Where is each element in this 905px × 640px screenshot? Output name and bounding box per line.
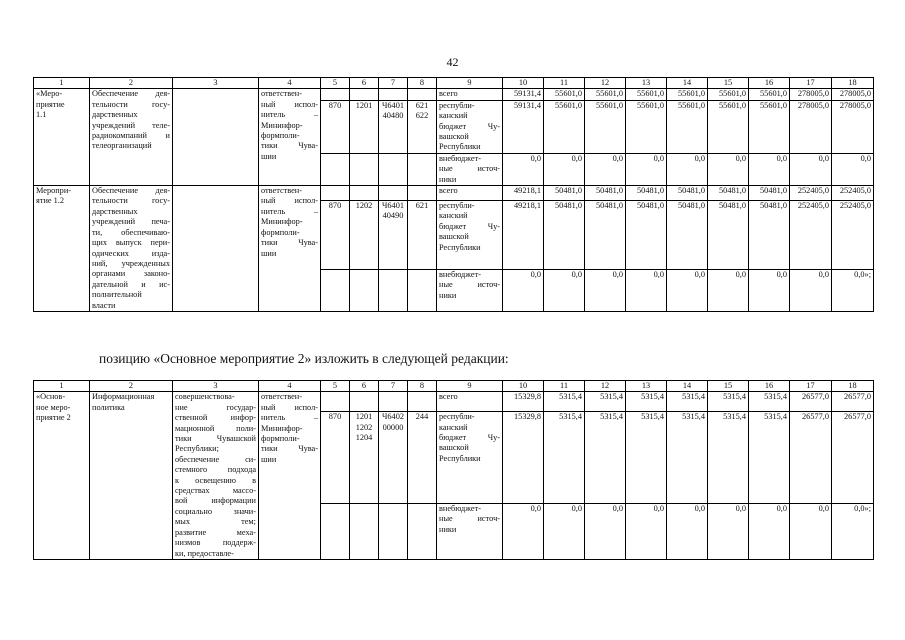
cell-line: республи- <box>439 412 475 422</box>
amount-cell: 5315,4 <box>708 392 749 412</box>
amount-cell: 0,0 <box>790 153 832 185</box>
table-row <box>34 89 874 100</box>
cell-line: тики Чува- <box>261 444 318 454</box>
column-number: 9 <box>437 78 503 89</box>
cell-line: вашской <box>439 132 469 142</box>
funding-source-cell <box>437 269 503 311</box>
amount-cell: 50481,0 <box>749 186 790 201</box>
amount-cell: 50481,0 <box>708 186 749 201</box>
amount-cell: 26577,0 <box>832 412 874 504</box>
cell-line: канский <box>439 211 468 221</box>
budget-code-target <box>379 100 408 153</box>
amount-cell: 55601,0 <box>708 100 749 153</box>
funding-source-cell <box>437 392 503 412</box>
amount-cell: 55601,0 <box>667 89 708 100</box>
cell-line: шии <box>261 151 277 161</box>
event-name-cell <box>90 392 173 560</box>
amount-cell: 0,0 <box>503 153 544 185</box>
budget-code-target <box>379 89 408 100</box>
cell-line: Ч6402 <box>382 412 404 422</box>
amount-cell: 59131,4 <box>503 100 544 153</box>
cell-line: формполи- <box>261 131 300 141</box>
budget-table-2 <box>33 380 874 560</box>
cell-line: шии <box>261 248 277 258</box>
cell-line: Мининфор- <box>261 120 303 130</box>
cell-line: ответствен- <box>261 89 303 99</box>
amount-cell: 5315,4 <box>749 412 790 504</box>
budget-code-target <box>379 504 408 560</box>
column-number: 13 <box>626 381 667 392</box>
amount-cell: 50481,0 <box>626 186 667 201</box>
amount-cell: 5315,4 <box>544 392 585 412</box>
cell-line: бюджет Чу- <box>439 121 500 131</box>
cell-line: 1201 <box>355 100 373 110</box>
amount-cell: 0,0 <box>790 269 832 311</box>
page-number: 42 <box>446 55 459 69</box>
cell-line: 1202 <box>355 422 373 432</box>
cell-line: формполи- <box>261 434 300 444</box>
column-number: 8 <box>408 78 437 89</box>
budget-code-expense <box>408 100 437 153</box>
budget-code-grbs <box>321 392 350 412</box>
cell-line: нитель – <box>261 110 318 120</box>
funding-source-cell <box>437 412 503 504</box>
cell-line: дарственных <box>92 206 138 216</box>
amount-cell: 50481,0 <box>667 200 708 269</box>
budget-code-section <box>350 100 379 153</box>
cell-line: ти, обеспечиваю- <box>92 227 170 237</box>
event-description-cell <box>173 186 259 312</box>
column-number: 7 <box>379 381 408 392</box>
funding-source-cell <box>437 504 503 560</box>
budget-code-grbs <box>321 89 350 100</box>
cell-line: «Основ- <box>36 392 66 402</box>
budget-code-grbs <box>321 186 350 201</box>
event-name-cell <box>90 89 173 186</box>
budget-code-grbs <box>321 200 350 269</box>
cell-line: формполи- <box>261 227 300 237</box>
budget-code-grbs <box>321 153 350 185</box>
column-number: 7 <box>379 78 408 89</box>
cell-line: канский <box>439 111 468 121</box>
cell-line: одических изда- <box>92 248 170 258</box>
amount-cell: 0,0 <box>749 504 790 560</box>
amount-cell: 0,0 <box>585 269 626 311</box>
cell-line: учреждений теле- <box>92 120 170 130</box>
column-number: 16 <box>749 78 790 89</box>
budget-code-section <box>350 412 379 504</box>
amount-cell: 50481,0 <box>708 200 749 269</box>
budget-code-target <box>379 392 408 412</box>
amount-cell: 0,0 <box>667 153 708 185</box>
cell-line: мационной поли- <box>175 423 256 433</box>
cell-line: 1204 <box>355 432 373 442</box>
cell-line: органами законо- <box>92 269 170 279</box>
cell-line: 870 <box>328 412 342 422</box>
cell-line: развитие меха- <box>175 527 256 537</box>
responsible-cell <box>259 89 321 186</box>
event-description-cell <box>173 89 259 186</box>
cell-line: к освещению в <box>175 475 256 485</box>
cell-line: Мининфор- <box>261 217 303 227</box>
cell-line: ники <box>439 524 457 534</box>
column-number-row <box>34 78 874 89</box>
column-number: 3 <box>173 381 259 392</box>
column-number: 9 <box>437 381 503 392</box>
cell-line: ное меро- <box>36 402 71 412</box>
cell-line: дательной и ис- <box>92 279 170 289</box>
event-name-cell <box>90 186 173 312</box>
amount-cell: 15329,8 <box>503 412 544 504</box>
cell-line: внебюджет- <box>439 269 481 279</box>
column-number: 6 <box>350 381 379 392</box>
cell-line: 1201 <box>355 412 373 422</box>
column-number: 8 <box>408 381 437 392</box>
column-number: 11 <box>544 381 585 392</box>
amount-cell: 252405,0 <box>832 200 874 269</box>
cell-line: ние государ- <box>175 402 256 412</box>
cell-line: Ч6401 <box>382 100 404 110</box>
column-number: 17 <box>790 381 832 392</box>
cell-line: телеорганизаций <box>92 141 152 151</box>
cell-line: внебюджет- <box>439 153 481 163</box>
cell-line: всего <box>439 186 458 196</box>
section-heading: позицию «Основное мероприятие 2» изложить в следующей редакции: <box>99 351 509 366</box>
cell-line: ники <box>439 290 457 300</box>
budget-code-expense <box>408 89 437 100</box>
budget-table-1 <box>33 77 874 312</box>
amount-cell: 55601,0 <box>626 89 667 100</box>
column-number: 16 <box>749 381 790 392</box>
budget-code-expense <box>408 392 437 412</box>
cell-line: республи- <box>439 100 475 110</box>
amount-cell: 0,0 <box>667 269 708 311</box>
amount-cell: 50481,0 <box>626 200 667 269</box>
cell-line: средствах массо- <box>175 486 256 496</box>
budget-code-grbs <box>321 412 350 504</box>
cell-line: ный испол- <box>261 99 318 109</box>
amount-cell: 55601,0 <box>749 100 790 153</box>
cell-line: Республики <box>439 142 481 152</box>
cell-line: 870 <box>328 100 342 110</box>
budget-code-section <box>350 200 379 269</box>
budget-code-section <box>350 269 379 311</box>
amount-cell: 49218,1 <box>503 200 544 269</box>
cell-line: республи- <box>439 200 475 210</box>
amount-cell: 0,0 <box>708 269 749 311</box>
amount-cell: 50481,0 <box>585 200 626 269</box>
amount-cell: 55601,0 <box>749 89 790 100</box>
amount-cell: 55601,0 <box>544 100 585 153</box>
cell-line: ный испол- <box>261 196 318 206</box>
cell-line: власти <box>92 300 116 310</box>
budget-code-target <box>379 200 408 269</box>
column-number: 6 <box>350 78 379 89</box>
column-number: 15 <box>708 78 749 89</box>
cell-line: полнительной <box>92 290 142 300</box>
budget-code-target <box>379 269 408 311</box>
cell-line: приятие 2 <box>36 413 71 423</box>
column-number: 13 <box>626 78 667 89</box>
amount-cell: 0,0 <box>832 153 874 185</box>
amount-cell: 55601,0 <box>667 100 708 153</box>
amount-cell: 5315,4 <box>667 392 708 412</box>
cell-line: политика <box>92 402 125 412</box>
amount-cell: 50481,0 <box>749 200 790 269</box>
amount-cell: 5315,4 <box>585 392 626 412</box>
amount-cell: 49218,1 <box>503 186 544 201</box>
funding-source-cell <box>437 153 503 185</box>
cell-line: дарственных <box>92 110 138 120</box>
budget-code-section <box>350 504 379 560</box>
column-number: 1 <box>34 381 90 392</box>
amount-cell: 278005,0 <box>832 100 874 153</box>
responsible-cell <box>259 392 321 560</box>
budget-code-expense <box>408 186 437 201</box>
table-row <box>34 392 874 412</box>
budget-code-grbs <box>321 504 350 560</box>
cell-line: ные источ- <box>439 280 500 290</box>
cell-line: 621 <box>415 100 429 110</box>
cell-line: канский <box>439 422 468 432</box>
column-number-row <box>34 381 874 392</box>
cell-line: тики Чувашской <box>175 434 256 444</box>
cell-line: 870 <box>328 200 342 210</box>
amount-cell: 0,0 <box>585 153 626 185</box>
amount-cell: 55601,0 <box>544 89 585 100</box>
cell-line: Республики; <box>175 444 219 454</box>
cell-line: социально значи- <box>175 506 256 516</box>
column-number: 12 <box>585 381 626 392</box>
amount-cell: 50481,0 <box>667 186 708 201</box>
cell-line: Республики <box>439 453 481 463</box>
column-number: 5 <box>321 78 350 89</box>
column-number: 1 <box>34 78 90 89</box>
column-number: 17 <box>790 78 832 89</box>
amount-cell: 50481,0 <box>585 186 626 201</box>
amount-cell: 26577,0 <box>832 392 874 412</box>
table-row <box>34 186 874 201</box>
amount-cell: 50481,0 <box>544 186 585 201</box>
cell-line: 1202 <box>355 200 373 210</box>
responsible-cell <box>259 186 321 312</box>
column-number: 4 <box>259 78 321 89</box>
event-code-cell <box>34 186 90 312</box>
cell-line: тельности госу- <box>92 196 170 206</box>
amount-cell: 15329,8 <box>503 392 544 412</box>
budget-code-section <box>350 89 379 100</box>
amount-cell: 0,0 <box>790 504 832 560</box>
cell-line: Мининфор- <box>261 423 303 433</box>
cell-line: 40480 <box>382 111 404 121</box>
amount-cell: 5315,4 <box>708 412 749 504</box>
cell-line: бюджет Чу- <box>439 221 500 231</box>
amount-cell: 0,0 <box>708 504 749 560</box>
amount-cell: 5315,4 <box>749 392 790 412</box>
cell-line: Меропри- <box>36 186 72 196</box>
amount-cell: 0,0 <box>503 504 544 560</box>
amount-cell: 0,0 <box>749 153 790 185</box>
budget-code-expense <box>408 269 437 311</box>
cell-line: вашской <box>439 232 469 242</box>
column-number: 14 <box>667 78 708 89</box>
event-code-cell <box>34 392 90 560</box>
amount-cell: 26577,0 <box>790 412 832 504</box>
column-number: 18 <box>832 381 874 392</box>
funding-source-cell <box>437 200 503 269</box>
cell-line: всего <box>439 392 458 402</box>
cell-line: приятие <box>36 99 65 109</box>
budget-code-target <box>379 412 408 504</box>
cell-line: 00000 <box>382 422 404 432</box>
cell-line: ятие 1.2 <box>36 196 65 206</box>
amount-cell: 59131,4 <box>503 89 544 100</box>
cell-line: радиокомпаний и <box>92 131 170 141</box>
amount-cell: 0,0 <box>708 153 749 185</box>
cell-line: Республики <box>439 242 481 252</box>
amount-cell: 0,0 <box>544 269 585 311</box>
column-number: 15 <box>708 381 749 392</box>
event-description-cell <box>173 392 259 560</box>
column-number: 2 <box>90 381 173 392</box>
cell-line: ный испол- <box>261 402 318 412</box>
budget-code-expense <box>408 200 437 269</box>
amount-cell: 278005,0 <box>790 89 832 100</box>
budget-code-section <box>350 186 379 201</box>
amount-cell: 0,0 <box>626 153 667 185</box>
amount-cell: 278005,0 <box>832 89 874 100</box>
amount-cell: 0,0 <box>544 153 585 185</box>
cell-line: нитель – <box>261 206 318 216</box>
cell-line: 621 <box>415 200 429 210</box>
cell-line: ответствен- <box>261 186 303 196</box>
amount-cell: 0,0 <box>667 504 708 560</box>
column-number: 2 <box>90 78 173 89</box>
cell-line: 622 <box>415 111 429 121</box>
cell-line: 1.1 <box>36 110 47 120</box>
cell-line: нитель – <box>261 413 318 423</box>
cell-line: 40490 <box>382 211 404 221</box>
amount-cell: 55601,0 <box>626 100 667 153</box>
amount-cell: 55601,0 <box>585 100 626 153</box>
cell-line: вашской <box>439 443 469 453</box>
cell-line: ственной инфор- <box>175 413 256 423</box>
amount-cell: 0,0 <box>626 504 667 560</box>
cell-line: Ч6401 <box>382 200 404 210</box>
amount-cell: 252405,0 <box>790 200 832 269</box>
column-number: 3 <box>173 78 259 89</box>
amount-cell: 5315,4 <box>626 412 667 504</box>
cell-line: внебюджет- <box>439 504 481 514</box>
budget-code-expense <box>408 153 437 185</box>
budget-code-expense <box>408 412 437 504</box>
cell-line: Обеспечение дея- <box>92 89 170 99</box>
amount-cell: 26577,0 <box>790 392 832 412</box>
cell-line: стемного подхода <box>175 465 256 475</box>
column-number: 4 <box>259 381 321 392</box>
amount-cell: 252405,0 <box>832 186 874 201</box>
cell-line: Информационная <box>92 392 155 402</box>
cell-line: ные источ- <box>439 514 500 524</box>
column-number: 18 <box>832 78 874 89</box>
budget-code-section <box>350 153 379 185</box>
budget-code-target <box>379 186 408 201</box>
cell-line: ки, предоставле- <box>175 548 234 558</box>
cell-line: «Меро- <box>36 89 63 99</box>
amount-cell: 5315,4 <box>585 412 626 504</box>
budget-code-section <box>350 392 379 412</box>
amount-cell: 0,0»; <box>832 269 874 311</box>
cell-line: шии <box>261 454 277 464</box>
cell-line: ответствен- <box>261 392 303 402</box>
cell-line: щих выпуск пери- <box>92 238 170 248</box>
event-code-cell <box>34 89 90 186</box>
amount-cell: 5315,4 <box>667 412 708 504</box>
column-number: 14 <box>667 381 708 392</box>
budget-code-expense <box>408 504 437 560</box>
amount-cell: 252405,0 <box>790 186 832 201</box>
funding-source-cell <box>437 186 503 201</box>
cell-line: Обеспечение дея- <box>92 186 170 196</box>
cell-line: совершенствова- <box>175 392 235 402</box>
cell-line: ники <box>439 174 457 184</box>
amount-cell: 55601,0 <box>708 89 749 100</box>
amount-cell: 55601,0 <box>585 89 626 100</box>
amount-cell: 5315,4 <box>626 392 667 412</box>
cell-line: всего <box>439 89 458 99</box>
cell-line: мых тем; <box>175 517 256 527</box>
budget-code-grbs <box>321 100 350 153</box>
cell-line: обеспечение си- <box>175 454 256 464</box>
column-number: 10 <box>503 381 544 392</box>
funding-source-cell <box>437 89 503 100</box>
column-number: 5 <box>321 381 350 392</box>
cell-line: вой информации <box>175 496 256 506</box>
cell-line: низмов поддерж- <box>175 538 256 548</box>
funding-source-cell <box>437 100 503 153</box>
column-number: 11 <box>544 78 585 89</box>
cell-line: 244 <box>415 412 429 422</box>
amount-cell: 50481,0 <box>544 200 585 269</box>
amount-cell: 278005,0 <box>790 100 832 153</box>
cell-line: бюджет Чу- <box>439 432 500 442</box>
column-number: 10 <box>503 78 544 89</box>
amount-cell: 0,0 <box>626 269 667 311</box>
budget-code-target <box>379 153 408 185</box>
column-number: 12 <box>585 78 626 89</box>
amount-cell: 0,0 <box>585 504 626 560</box>
budget-code-grbs <box>321 269 350 311</box>
cell-line: тики Чува- <box>261 141 318 151</box>
amount-cell: 5315,4 <box>544 412 585 504</box>
amount-cell: 0,0 <box>503 269 544 311</box>
cell-line: тики Чува- <box>261 238 318 248</box>
amount-cell: 0,0»; <box>832 504 874 560</box>
amount-cell: 0,0 <box>544 504 585 560</box>
cell-line: ные источ- <box>439 164 500 174</box>
cell-line: тельности госу- <box>92 99 170 109</box>
cell-line: учреждений печа- <box>92 217 170 227</box>
cell-line: ний, учрежденных <box>92 258 170 268</box>
amount-cell: 0,0 <box>749 269 790 311</box>
